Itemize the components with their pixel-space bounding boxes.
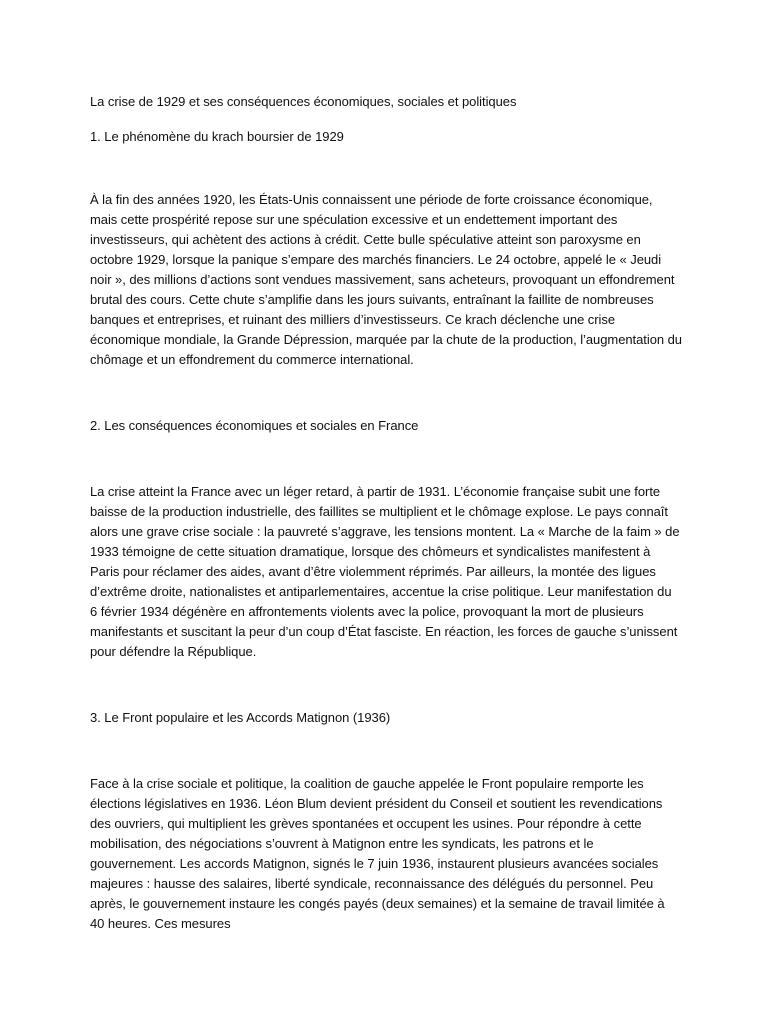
section-paragraph-1: À la fin des années 1920, les États-Unis connaissent une période de forte croissance économique, mais cette prospérité repose sur une spéculation excessive et un endettement important des investisseurs, qui achètent des actions à crédit. Cette bulle spéculative atteint son paroxysme en octobre 1929, lorsque la panique s’empare des marchés financiers. Le 24 octobre, appelé le « Jeudi noir », des millions d’actions sont vendues massivement, sans acheteurs, provoquant un effondrement brutal des cours. Cette chute s’amplifie dans les jours suivants, entraînant la faillite de nombreuses banques et entreprises, et ruinant des milliers d’investisseurs. Ce krach déclenche une crise économique mondiale, la Grande Dépression, marquée par la chute de la production, l’augmentation du chômage et un effondrement du commerce international. <box>90 192 682 367</box>
section-paragraph-3: Face à la crise sociale et politique, la coalition de gauche appelée le Front populaire remporte les élections législatives en 1936. Léon Blum devient président du Conseil et soutient les revendications des ouvriers, qui multiplient les grèves spontanées et occupent les usines. Pour répondre à cette mobilisation, des négociations s’ouvrent à Matignon entre les syndicats, les patrons et le gouvernement. Les accords Matignon, signés le 7 juin 1936, instaurent plusieurs avancées sociales majeures : hausse des salaires, liberté syndicale, reconnaissance des délégués du personnel. Peu après, le gouvernement instaure les congés payés (deux semaines) et la semaine de travail limitée à 40 heures. Ces mesures <box>90 776 665 931</box>
document-title: La crise de 1929 et ses conséquences économiques, sociales et politiques <box>90 94 517 109</box>
section-paragraph-2: La crise atteint la France avec un léger retard, à partir de 1931. L’économie française subit une forte baisse de la production industrielle, des faillites se multiplient et le chômage explose. Le pays connaît alors une grave crise sociale : la pauvreté s’aggrave, les tensions montent. La « Marche de la faim » de 1933 témoigne de cette situation dramatique, lorsque des chômeurs et syndicalistes manifestent à Paris pour réclamer des aides, avant d’être violemment réprimés. Par ailleurs, la montée des ligues d’extrême droite, nationalistes et antiparlementaires, accentue la crise politique. Leur manifestation du 6 février 1934 dégénère en affrontements violents avec la police, provoquant la mort de plusieurs manifestants et suscitant la peur d’un coup d’État fasciste. En réaction, les forces de gauche s’unissent pour défendre la République. <box>90 484 680 659</box>
section-heading-2: 2. Les conséquences économiques et sociales en France <box>90 418 419 433</box>
section-heading-1: 1. Le phénomène du krach boursier de 1929 <box>90 129 344 144</box>
section-heading-3: 3. Le Front populaire et les Accords Matignon (1936) <box>90 710 391 725</box>
